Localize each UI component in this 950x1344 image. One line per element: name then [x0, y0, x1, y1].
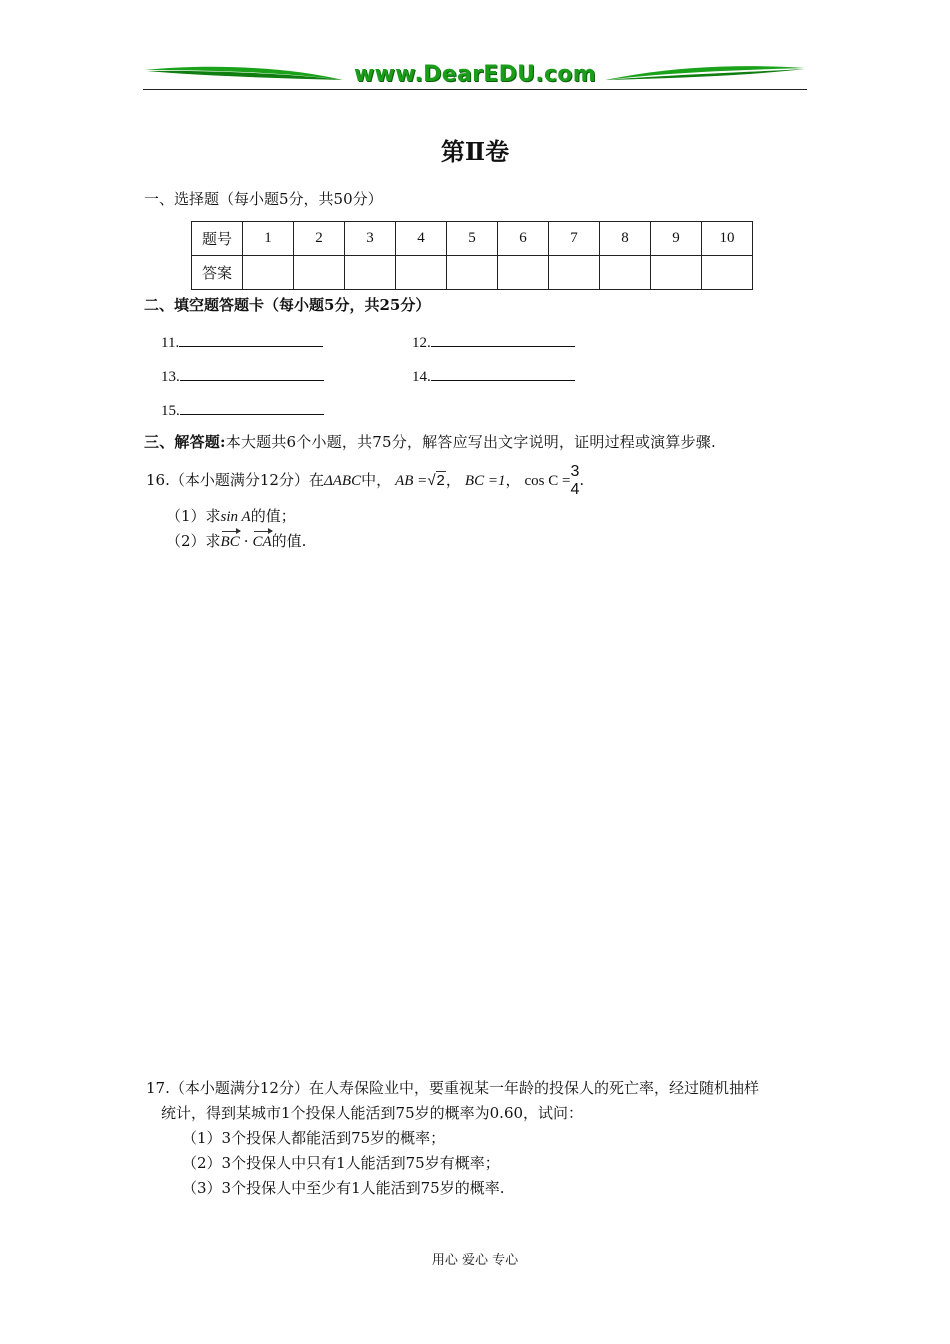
q16-bc: BC =1 — [464, 473, 506, 489]
sqrt-radicand: 2 — [436, 472, 445, 489]
blank-line[interactable] — [431, 364, 575, 381]
q17-part1: （1）3个投保人都能活到75岁的概率； — [182, 1129, 446, 1147]
answer-cell[interactable] — [651, 256, 702, 290]
blank-line[interactable] — [431, 330, 575, 347]
blank-line[interactable] — [179, 330, 323, 347]
answer-cell[interactable] — [549, 256, 600, 290]
section3-heading-bold: 三、解答题: — [144, 433, 226, 451]
q16-part2 — [166, 531, 306, 552]
dot-operator: · — [243, 532, 249, 550]
section3-heading — [144, 432, 716, 452]
q17-line1: 17.（本小题满分12分）在人寿保险业中，要重视某一年龄的投保人的死亡率，经过随机抽样 — [146, 1079, 759, 1097]
blank-label: 13. — [161, 369, 180, 385]
q17-part3: （3）3个投保人中至少有1人能活到75岁的概率. — [182, 1179, 505, 1197]
table-row-numbers — [192, 222, 753, 256]
q16-fraction — [570, 463, 579, 499]
q16-part2-prefix: （2）求 — [166, 532, 221, 550]
page-footer: 用心 爱心 专心 — [431, 1253, 519, 1268]
answer-cell[interactable] — [243, 256, 294, 290]
q17-part2: （2）3个投保人中只有1人能活到75岁有概率； — [182, 1154, 500, 1172]
vector-ca: CA — [252, 534, 272, 550]
blank-label: 12. — [412, 335, 431, 351]
q16-prefix: 16.（本小题满分12分）在 — [146, 471, 324, 489]
question-number-cell: 7 — [549, 222, 600, 256]
fraction-denominator: 4 — [570, 481, 580, 498]
site-logo-text: www.DearEDU.com — [354, 62, 596, 87]
blank-line[interactable] — [180, 398, 324, 415]
fraction-numerator: 3 — [570, 463, 580, 480]
blank-label: 15. — [161, 403, 180, 419]
answer-cell[interactable] — [702, 256, 753, 290]
question-number-cell: 2 — [294, 222, 345, 256]
section2-heading: 二、填空题答题卡（每小题5分，共25分） — [144, 296, 431, 314]
question-number-cell: 4 — [396, 222, 447, 256]
fill-blank-13[interactable] — [161, 364, 324, 387]
fill-blank-14[interactable] — [412, 364, 575, 387]
question-number-cell: 10 — [702, 222, 753, 256]
fill-blank-12[interactable] — [412, 330, 575, 353]
question-number-cell: 8 — [600, 222, 651, 256]
question-number-cell: 5 — [447, 222, 498, 256]
q16-cos: cos C = — [524, 473, 571, 489]
answer-cell[interactable] — [600, 256, 651, 290]
question-number-cell: 1 — [243, 222, 294, 256]
answer-cell[interactable] — [447, 256, 498, 290]
q16-mid: 中， — [361, 471, 392, 489]
question-number-cell: 6 — [498, 222, 549, 256]
answer-cell[interactable] — [345, 256, 396, 290]
q16-part2-suffix: 的值. — [271, 532, 307, 550]
q16-triangle: ΔABC — [323, 473, 362, 489]
row-label-number: 题号 — [192, 222, 243, 256]
page-header — [143, 58, 807, 94]
fill-blank-15[interactable] — [161, 398, 324, 421]
q16-part1-suffix: 的值； — [250, 507, 296, 525]
q16-ab: AB = — [395, 473, 428, 489]
q16-sep1: ， — [445, 471, 461, 489]
fill-blank-11[interactable] — [161, 330, 323, 353]
blank-label: 14. — [412, 369, 431, 385]
q16-part1 — [166, 506, 296, 527]
section3-heading-text: 本大题共6个小题，共75分，解答应写出文字说明，证明过程或演算步骤. — [225, 433, 716, 451]
q16-end: . — [579, 471, 585, 489]
answer-table — [191, 221, 753, 290]
question-16 — [146, 463, 584, 503]
section1-heading: 一、选择题（每小题5分，共50分） — [144, 190, 383, 208]
answer-cell[interactable] — [294, 256, 345, 290]
answer-cell[interactable] — [396, 256, 447, 290]
page-title: 第Ⅱ卷 — [440, 137, 510, 166]
q16-part1-math: sin A — [220, 509, 251, 525]
q16-sep2: ， — [505, 471, 521, 489]
sqrt-symbol: √2 — [427, 472, 445, 489]
answer-cell[interactable] — [498, 256, 549, 290]
vector-bc: BC — [220, 534, 240, 550]
question-number-cell: 9 — [651, 222, 702, 256]
question-number-cell: 3 — [345, 222, 396, 256]
table-row-answers — [192, 256, 753, 290]
blank-line[interactable] — [180, 364, 324, 381]
blank-label: 11. — [161, 335, 180, 351]
q16-part1-prefix: （1）求 — [166, 507, 221, 525]
q17-line2: 统计，得到某城市1个投保人能活到75岁的概率为0.60，试问： — [161, 1104, 584, 1122]
header-rule — [143, 89, 807, 90]
row-label-answer: 答案 — [192, 256, 243, 290]
